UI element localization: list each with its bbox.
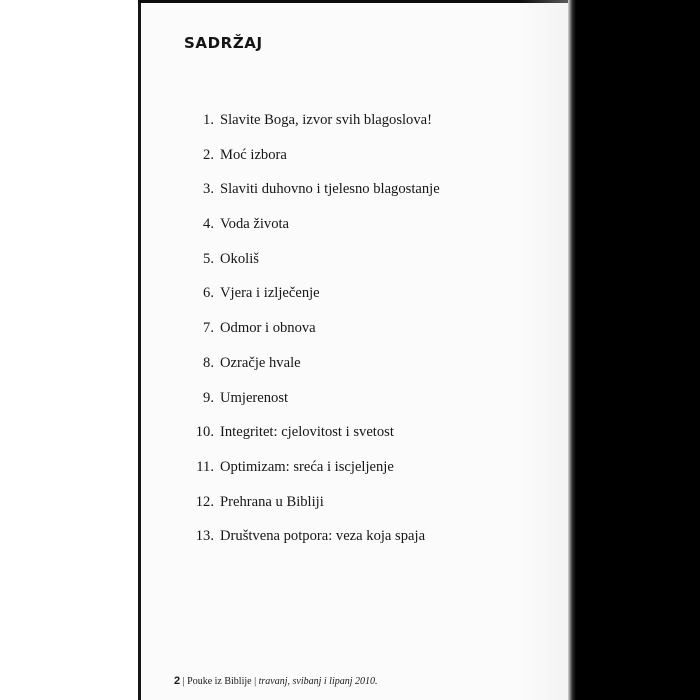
toc-item-number: 7. <box>203 320 214 337</box>
toc-item-title: Prehrana u Bibliji <box>220 493 324 510</box>
toc-item <box>190 355 440 390</box>
toc-item-title: Odmor i obnova <box>220 320 316 337</box>
toc-item <box>190 285 440 320</box>
toc-item-number: 3. <box>203 181 214 198</box>
toc-item-number: 11. <box>196 458 214 475</box>
toc-item-title: Voda života <box>220 216 290 233</box>
toc-item-title: Vjera i izlječenje <box>220 285 320 302</box>
toc-item-title: Društvena potpora: veza koja spaja <box>220 528 426 545</box>
toc-item-title: Optimizam: sreća i iscjeljenje <box>220 458 394 475</box>
toc-item-number: 6. <box>203 285 214 302</box>
toc-item-title: Moć izbora <box>220 146 287 163</box>
toc-item <box>190 459 440 494</box>
toc-item <box>190 251 440 286</box>
dark-background <box>576 0 700 700</box>
toc-item-number: 9. <box>203 389 214 406</box>
toc-item-number: 13. <box>195 528 214 545</box>
book-gutter <box>568 0 576 700</box>
toc-item-title: Slavite Boga, izvor svih blagoslova! <box>220 112 432 128</box>
toc-item-number: 2. <box>203 146 214 163</box>
toc-item-number: 8. <box>203 354 214 371</box>
table-of-contents <box>190 112 440 563</box>
page-number: 2 <box>174 675 181 687</box>
toc-item-number: 4. <box>203 216 214 233</box>
toc-item-number: 1. <box>203 112 214 128</box>
page-title: SADRŽAJ <box>184 34 263 52</box>
toc-item <box>190 181 440 216</box>
toc-item <box>190 112 440 147</box>
toc-item-number: 5. <box>203 250 214 267</box>
page-footer <box>174 675 378 687</box>
toc-item-title: Ozračje hvale <box>220 354 301 371</box>
footer-separator: | <box>254 676 257 687</box>
publication-period: travanj, svibanj i lipanj 2010. <box>258 676 378 687</box>
toc-item-title: Umjerenost <box>220 389 289 406</box>
page-top-edge <box>138 0 568 3</box>
toc-item <box>190 494 440 529</box>
page-curve-shade <box>520 0 568 700</box>
toc-item-title: Slaviti duhovno i tjelesno blagostanje <box>220 181 440 198</box>
toc-item <box>190 216 440 251</box>
left-margin <box>0 0 138 700</box>
toc-item <box>190 390 440 425</box>
publication-name: Pouke iz Biblije <box>187 676 252 687</box>
footer-separator: | <box>182 676 185 687</box>
toc-item-number: 12. <box>195 493 214 510</box>
toc-item <box>190 147 440 182</box>
toc-item <box>190 424 440 459</box>
toc-item-title: Okoliš <box>220 250 259 267</box>
toc-item-number: 10. <box>195 424 214 441</box>
toc-item <box>190 528 440 563</box>
toc-item-title: Integritet: cjelovitost i svetost <box>220 424 394 441</box>
toc-item <box>190 320 440 355</box>
